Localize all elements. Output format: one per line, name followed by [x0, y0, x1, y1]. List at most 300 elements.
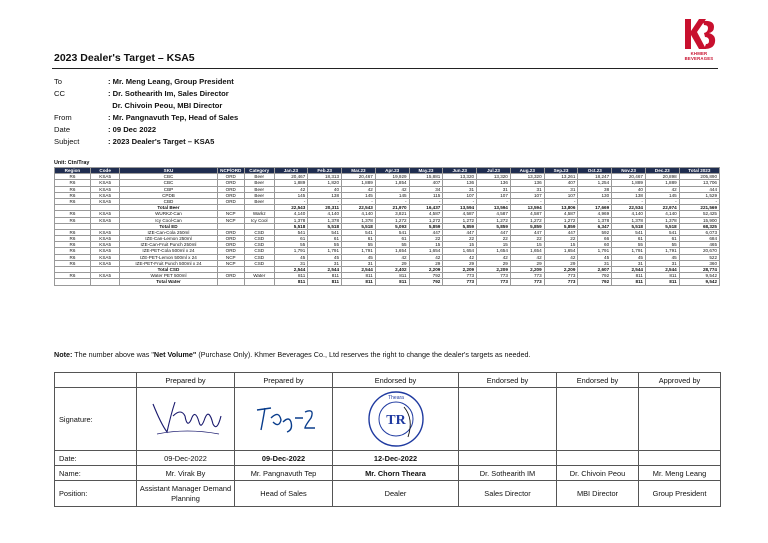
name-row: [55, 466, 721, 481]
table-cell: 42: [375, 186, 409, 192]
table-cell: CBC: [120, 180, 217, 186]
table-cell: 22,974: [645, 205, 679, 211]
table-cell: 6,073: [679, 229, 719, 235]
table-cell: 13,594: [443, 205, 477, 211]
table-cell: 20,311: [308, 205, 342, 211]
signature-label: Signature:: [55, 388, 137, 451]
table-cell: 5,859: [409, 223, 443, 229]
column-header: NCP/ORD: [217, 168, 244, 174]
table-cell: 1,889: [342, 180, 376, 186]
table-cell: -: [409, 198, 443, 204]
table-cell: 522: [679, 254, 719, 260]
table-cell: 592: [578, 229, 612, 235]
table-cell: 15,881: [409, 174, 443, 180]
name-cell: Mr. Meng Leang: [639, 466, 721, 481]
approval-header-row: [55, 373, 721, 388]
table-cell: 2,544: [612, 267, 646, 273]
position-cell: Group President: [639, 481, 721, 507]
table-cell: Beer: [244, 174, 274, 180]
table-cell: 541: [308, 229, 342, 235]
table-cell: 360: [679, 260, 719, 266]
table-cell: 40: [308, 186, 342, 192]
table-cell: 2,209: [443, 267, 477, 273]
table-cell: 1,791: [342, 248, 376, 254]
stamp-ring-text: Theara: [387, 395, 404, 401]
table-cell: NCP: [217, 211, 244, 217]
table-cell: 447: [477, 229, 511, 235]
table-cell: 66: [578, 236, 612, 242]
table-cell: R6: [55, 211, 91, 217]
position-cell: Assistant Manager Demand Planning: [137, 481, 235, 507]
table-cell: 5,859: [443, 223, 477, 229]
table-cell: 45: [342, 254, 376, 260]
table-cell: 1,378: [578, 217, 612, 223]
table-cell: 811: [274, 273, 308, 279]
table-cell: 45: [308, 254, 342, 260]
table-cell: 1,654: [375, 248, 409, 254]
table-cell: 136: [443, 180, 477, 186]
table-cell: 42: [409, 254, 443, 260]
table-cell: 145: [375, 192, 409, 198]
table-cell: CBD: [120, 198, 217, 204]
table-cell: 61: [274, 236, 308, 242]
table-cell: 42: [544, 254, 578, 260]
table-cell: 13,320: [443, 174, 477, 180]
dealer-stamp: [364, 389, 428, 449]
memo-value: : 09 Dec 2022: [108, 125, 157, 134]
table-cell: 13,320: [510, 174, 544, 180]
table-cell: 15: [510, 242, 544, 248]
table-cell: 45: [274, 254, 308, 260]
table-cell: 17,669: [578, 205, 612, 211]
table-cell: CBC: [120, 174, 217, 180]
table-cell: [217, 279, 244, 285]
table-cell: 145: [342, 192, 376, 198]
table-cell: 16,437: [409, 205, 443, 211]
table-cell: NCP: [217, 254, 244, 260]
table-cell: 5,859: [477, 223, 511, 229]
table-cell: Total CSD: [120, 267, 217, 273]
table-cell: 773: [544, 279, 578, 285]
date-label: Date:: [55, 451, 137, 466]
table-cell: 5,518: [612, 223, 646, 229]
table-cell: 792: [409, 273, 443, 279]
table-cell: 1,272: [409, 217, 443, 223]
kb-logo-mark: [679, 17, 719, 51]
table-cell: 28,774: [679, 267, 719, 273]
table-cell: 138: [308, 192, 342, 198]
table-cell: 465: [679, 242, 719, 248]
column-header: Apr.23: [375, 168, 409, 174]
table-cell: 22,534: [612, 205, 646, 211]
table-cell: Beer: [244, 186, 274, 192]
table-cell: 19,929: [375, 174, 409, 180]
table-cell: 15: [544, 242, 578, 248]
table-cell: KSA5: [90, 192, 120, 198]
table-cell: Total Beer: [120, 205, 217, 211]
table-cell: -: [645, 198, 679, 204]
table-cell: 205,890: [679, 174, 719, 180]
date-cell: [557, 451, 639, 466]
table-cell: 2,544: [342, 267, 376, 273]
memo-value: : Mr. Meng Leang, Group President: [108, 77, 234, 86]
table-cell: 4,587: [443, 211, 477, 217]
table-cell: 1,654: [544, 248, 578, 254]
table-cell: 1,378: [645, 217, 679, 223]
volume-note: [54, 350, 531, 359]
table-cell: 55: [342, 242, 376, 248]
table-cell: 811: [375, 273, 409, 279]
signature-pangnavuth: [235, 388, 333, 451]
column-header: Oct.23: [578, 168, 612, 174]
signature-virak: [137, 388, 235, 451]
table-cell: 20,467: [612, 174, 646, 180]
table-cell: 444: [679, 186, 719, 192]
handwritten-signature-1: [147, 394, 225, 442]
table-cell: 15: [477, 242, 511, 248]
column-header: Sep.23: [544, 168, 578, 174]
table-cell: 13,261: [544, 174, 578, 180]
table-cell: KSA5: [90, 236, 120, 242]
table-cell: 5,859: [544, 223, 578, 229]
table-cell: 145: [645, 192, 679, 198]
memo-value: Dr. Chivoin Peou, MBI Director: [108, 101, 223, 110]
memo-label: CC: [54, 89, 65, 98]
approval-role-header: Prepared by: [235, 373, 333, 388]
signature-empty-3: [639, 388, 721, 451]
table-cell: R6: [55, 192, 91, 198]
date-cell: 09-Dec-2022: [137, 451, 235, 466]
table-cell: 1,654: [443, 248, 477, 254]
table-cell: 4,140: [342, 211, 376, 217]
table-cell: 4,587: [544, 211, 578, 217]
column-header: Jun.23: [443, 168, 477, 174]
table-cell: ORD: [217, 236, 244, 242]
dealer-stamp-cell: [333, 388, 459, 451]
table-cell: 22: [409, 236, 443, 242]
note-text-1: The number above was ": [72, 350, 154, 359]
document-title: 2023 Dealer's Target – KSA5: [54, 52, 195, 64]
table-cell: R6: [55, 254, 91, 260]
table-cell: 15: [443, 242, 477, 248]
table-cell: ORD: [217, 273, 244, 279]
table-cell: 107: [544, 192, 578, 198]
table-cell: KSA5: [90, 198, 120, 204]
table-cell: CSD: [244, 236, 274, 242]
date-cell: 09-Dec-2022: [235, 451, 333, 466]
table-cell: 2,209: [544, 267, 578, 273]
table-cell: KSA5: [90, 211, 120, 217]
memo-row: [54, 101, 238, 113]
column-header: Region: [55, 168, 91, 174]
table-cell: [90, 279, 120, 285]
table-cell: 42: [375, 254, 409, 260]
table-cell: 773: [443, 279, 477, 285]
table-cell: 407: [544, 180, 578, 186]
table-cell: 13,594: [510, 205, 544, 211]
memo-row: [54, 89, 238, 101]
table-cell: CSD: [244, 229, 274, 235]
memo-label: Date: [54, 125, 71, 134]
table-cell: R6: [55, 273, 91, 279]
memo-value: : Dr. Sothearith Im, Sales Director: [108, 89, 229, 98]
table-cell: 22: [510, 236, 544, 242]
table-cell: 3,821: [375, 211, 409, 217]
table-cell: 4,140: [645, 211, 679, 217]
table-cell: 1,529: [679, 192, 719, 198]
table-cell: 15: [409, 242, 443, 248]
logo-subtitle: [679, 52, 719, 61]
table-cell: -: [443, 198, 477, 204]
column-header: Code: [90, 168, 120, 174]
table-cell: 31: [645, 260, 679, 266]
table-cell: 811: [612, 279, 646, 285]
table-cell: 31: [308, 260, 342, 266]
table-cell: 1,272: [375, 217, 409, 223]
total-row: [55, 279, 720, 285]
table-cell: ORD: [217, 229, 244, 235]
unit-label: Unit: Ctn/Tray: [54, 160, 90, 166]
table-cell: 40: [612, 186, 646, 192]
table-cell: 1,654: [477, 248, 511, 254]
table-cell: 13,806: [544, 205, 578, 211]
table-cell: -: [274, 198, 308, 204]
table-cell: IZE-PET-Cola 500ml x 24: [120, 248, 217, 254]
table-cell: Beer: [244, 180, 274, 186]
table-cell: 2,544: [645, 267, 679, 273]
table-cell: 115: [409, 192, 443, 198]
table-cell: 55: [308, 242, 342, 248]
table-cell: 1,889: [645, 180, 679, 186]
name-label: Name:: [55, 466, 137, 481]
table-cell: 5,518: [274, 223, 308, 229]
table-cell: 1,791: [274, 248, 308, 254]
position-label: Position:: [55, 481, 137, 507]
table-cell: 68,325: [679, 223, 719, 229]
table-cell: 22,543: [274, 205, 308, 211]
date-row: [55, 451, 721, 466]
table-cell: 1,378: [274, 217, 308, 223]
approval-role-header: Endorsed by: [459, 373, 557, 388]
note-text-2: (Purchase Only). Khmer Beverages Co., Ltd reserves the right to change the dealer's targets as needed.: [196, 350, 531, 359]
table-cell: 1,889: [612, 180, 646, 186]
table-cell: 22: [443, 236, 477, 242]
table-cell: KSA5: [90, 248, 120, 254]
table-cell: NCP: [217, 217, 244, 223]
table-cell: 45: [645, 254, 679, 260]
table-cell: 61: [342, 236, 376, 242]
table-cell: 42: [477, 254, 511, 260]
table-cell: 541: [274, 229, 308, 235]
table-cell: IZE-Can-Lemon 250ml: [120, 236, 217, 242]
table-cell: 138: [612, 192, 646, 198]
memo-value: : Mr. Pangnavuth Tep, Head of Sales: [108, 113, 239, 122]
table-cell: R6: [55, 186, 91, 192]
table-cell: 20,898: [645, 174, 679, 180]
table-cell: 107: [477, 192, 511, 198]
table-cell: KSA5: [90, 229, 120, 235]
memo-value: : 2023 Dealer's Target – KSA5: [108, 137, 215, 146]
table-cell: 811: [342, 273, 376, 279]
table-cell: 1,378: [612, 217, 646, 223]
table-cell: 1,791: [308, 248, 342, 254]
table-cell: 407: [409, 180, 443, 186]
note-prefix: Note:: [54, 350, 73, 359]
logo-sub-line1: KHMER: [690, 51, 708, 56]
table-cell: 1,272: [443, 217, 477, 223]
table-cell: 60: [578, 242, 612, 248]
table-cell: 31: [612, 260, 646, 266]
table-cell: 22: [477, 236, 511, 242]
table-cell: 130: [578, 192, 612, 198]
table-cell: CBP: [120, 186, 217, 192]
stamp-initials: TR: [385, 413, 406, 428]
position-cell: Dealer: [333, 481, 459, 507]
table-cell: 541: [612, 229, 646, 235]
table-cell: 45: [612, 254, 646, 260]
table-cell: R6: [55, 236, 91, 242]
table-cell: 541: [645, 229, 679, 235]
date-cell: [459, 451, 557, 466]
table-cell: 4,587: [409, 211, 443, 217]
table-cell: 811: [375, 279, 409, 285]
table-cell: 1,272: [477, 217, 511, 223]
name-cell: Dr. Chivoin Peou: [557, 466, 639, 481]
column-header: May.23: [409, 168, 443, 174]
table-cell: -: [578, 198, 612, 204]
column-header: Dec.23: [645, 168, 679, 174]
table-cell: KSA5: [90, 254, 120, 260]
table-cell: WURKZ-Can: [120, 211, 217, 217]
name-cell: Dr. Sothearith IM: [459, 466, 557, 481]
name-cell: Mr. Pangnavuth Tep: [235, 466, 333, 481]
table-cell: 31: [274, 260, 308, 266]
memo-row: [54, 113, 238, 125]
table-cell: -: [308, 198, 342, 204]
table-cell: 55: [612, 242, 646, 248]
table-cell: [244, 279, 274, 285]
table-cell: 31: [578, 260, 612, 266]
name-cell: Mr. Chorn Theara: [333, 466, 459, 481]
table-cell: 31: [510, 186, 544, 192]
table-cell: 1,654: [510, 248, 544, 254]
table-cell: 29: [375, 260, 409, 266]
memo-row: [54, 137, 238, 149]
table-cell: 20,670: [679, 248, 719, 254]
table-cell: 31: [544, 186, 578, 192]
table-cell: 2,209: [477, 267, 511, 273]
table-cell: 42: [274, 186, 308, 192]
table-cell: 22,543: [342, 205, 376, 211]
column-header: SKU: [120, 168, 217, 174]
table-cell: -: [679, 198, 719, 204]
table-cell: ORD: [217, 198, 244, 204]
table-cell: Water PET 500ml: [120, 273, 217, 279]
memo-row: [54, 125, 238, 137]
handwritten-signature-2: [249, 400, 319, 436]
table-cell: 13,320: [477, 174, 511, 180]
approval-role-header: Approved by: [639, 373, 721, 388]
table-cell: 1,791: [612, 248, 646, 254]
table-cell: -: [612, 198, 646, 204]
table-cell: R6: [55, 229, 91, 235]
column-header: Nov.23: [612, 168, 646, 174]
memo-header: [54, 77, 238, 149]
table-cell: 9,542: [679, 279, 719, 285]
name-cell: Mr. Virak By: [137, 466, 235, 481]
table-cell: 541: [342, 229, 376, 235]
column-header: Total 2023: [679, 168, 719, 174]
table-cell: IZE-Can-Fruit Punch 250ml: [120, 242, 217, 248]
table-cell: 2,607: [578, 267, 612, 273]
table-cell: 42: [645, 186, 679, 192]
table-cell: 1,378: [342, 217, 376, 223]
position-cell: Sales Director: [459, 481, 557, 507]
table-cell: 31: [443, 186, 477, 192]
table-cell: 6,347: [578, 223, 612, 229]
table-cell: 42: [510, 254, 544, 260]
table-cell: 42: [443, 254, 477, 260]
table-cell: R6: [55, 242, 91, 248]
table-cell: 55: [375, 242, 409, 248]
date-cell: [639, 451, 721, 466]
table-cell: 22: [544, 236, 578, 242]
table-cell: 1,889: [274, 180, 308, 186]
table-cell: 811: [274, 279, 308, 285]
table-cell: 221,569: [679, 205, 719, 211]
table-cell: 21,970: [375, 205, 409, 211]
company-logo: [679, 17, 719, 63]
table-cell: CSD: [244, 248, 274, 254]
table-cell: 20,467: [274, 174, 308, 180]
title-divider: [52, 68, 718, 69]
table-cell: R6: [55, 217, 91, 223]
table-cell: 29: [409, 260, 443, 266]
table-cell: ORD: [217, 174, 244, 180]
table-cell: Total ED: [120, 223, 217, 229]
table-cell: 1,654: [409, 248, 443, 254]
table-cell: 4,140: [612, 211, 646, 217]
table-cell: 447: [409, 229, 443, 235]
table-cell: 1,791: [645, 248, 679, 254]
table-cell: 773: [544, 273, 578, 279]
table-cell: 136: [510, 180, 544, 186]
table-cell: KSA5: [90, 217, 120, 223]
table-cell: 5,518: [342, 223, 376, 229]
note-highlight: Net Volume": [153, 350, 197, 359]
table-cell: 773: [443, 273, 477, 279]
table-cell: 29: [443, 260, 477, 266]
table-cell: 13,706: [679, 180, 719, 186]
column-header: Feb.23: [308, 168, 342, 174]
table-cell: 20,467: [342, 174, 376, 180]
table-cell: 2,402: [375, 267, 409, 273]
position-cell: MBI Director: [557, 481, 639, 507]
signature-row: [55, 388, 721, 451]
target-table: [54, 167, 720, 286]
memo-label: [54, 101, 108, 113]
table-cell: 811: [308, 273, 342, 279]
table-cell: 1,254: [578, 180, 612, 186]
table-cell: ORD: [217, 192, 244, 198]
column-header: Jul.23: [477, 168, 511, 174]
table-cell: 1,791: [578, 248, 612, 254]
table-cell: NCP: [217, 260, 244, 266]
table-cell: 811: [612, 273, 646, 279]
table-cell: 29: [544, 260, 578, 266]
memo-row: [54, 77, 238, 89]
table-cell: Beer: [244, 198, 274, 204]
